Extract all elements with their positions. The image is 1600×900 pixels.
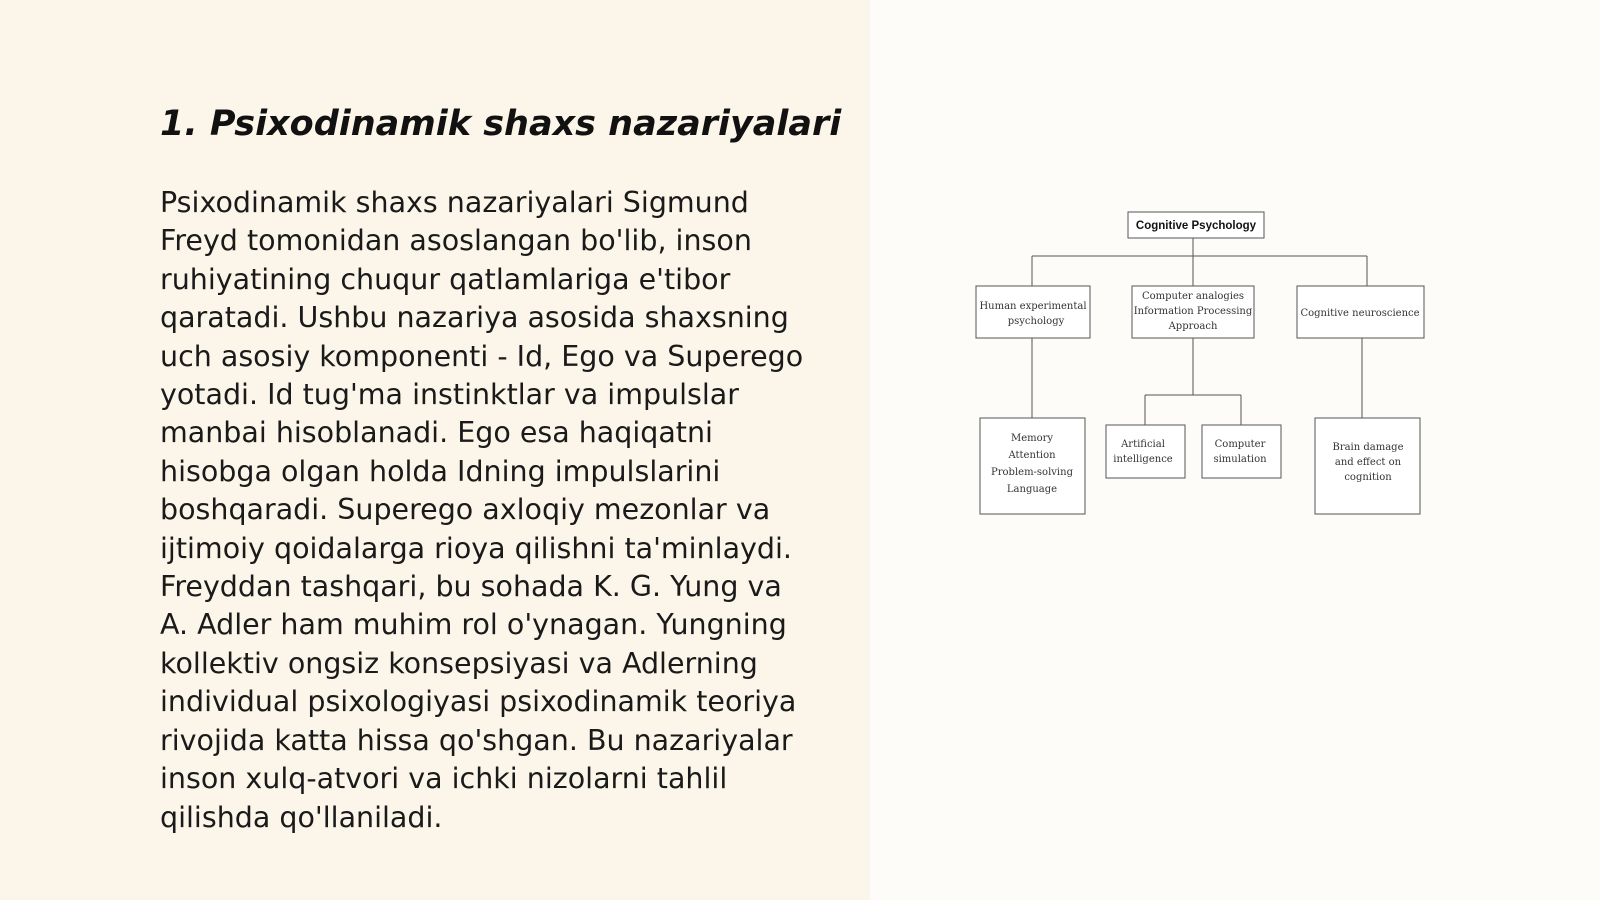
node-label: simulation [1213, 454, 1267, 465]
body-line: Psixodinamik shaxs nazariyalari Sigmund [160, 186, 749, 219]
diagram-node-cognitive-neuroscience [1297, 286, 1424, 338]
body-line: manbai hisoblanadi. Ego esa haqiqatni [160, 416, 713, 450]
node-label: Language [1006, 484, 1058, 495]
diagram-node-computer-simulation [1202, 425, 1281, 478]
body-text [160, 184, 840, 837]
diagram-node-artificial-intelligence [1106, 425, 1185, 478]
diagram-node-computer-analogies [1132, 286, 1254, 338]
node-label: Computer [1214, 439, 1266, 450]
body-line: Freyddan tashqari, bu sohada K. G. Yung va [160, 570, 782, 604]
diagram-svg [960, 200, 1440, 530]
cognitive-psychology-diagram [960, 200, 1440, 530]
body-line: kollektiv ongsiz konsepsiyasi va Adlerning [160, 646, 758, 680]
diagram-node-root [1128, 212, 1264, 238]
body-line: hisobga olgan holda Idning impulslarini [160, 454, 721, 488]
diagram-node-human-experimental [976, 286, 1090, 338]
node-label: Artificial [1121, 439, 1165, 450]
body-line: boshqaradi. Superego axloqiy mezonlar va [160, 493, 771, 527]
body-line: A. Adler ham muhim rol o'ynagan. Yungning [160, 608, 787, 642]
node-label: Human experimental [979, 301, 1087, 312]
slide-title: 1. Psixodinamik shaxs nazariyalari [160, 104, 842, 144]
diagram-node-memory-topics [980, 418, 1085, 514]
node-label: Attention [1008, 450, 1056, 461]
node-label: Approach [1168, 321, 1218, 332]
body-line: qilishda qo'llaniladi. [160, 800, 443, 834]
node-label: Information Processing [1133, 306, 1253, 317]
node-label: cognition [1344, 472, 1392, 483]
body-line: yotadi. Id tug'ma instinktlar va impulslar [160, 378, 739, 412]
body-line: ruhiyatining chuqur qatlamlariga e'tibor [160, 262, 731, 296]
node-label: Cognitive neuroscience [1300, 308, 1420, 319]
node-label: intelligence [1113, 454, 1173, 465]
body-line: qaratadi. Ushbu nazariya asosida shaxsning [160, 301, 789, 335]
node-label: Problem-solving [991, 467, 1073, 478]
body-line: individual psixologiyasi psixodinamik teoriya [160, 685, 797, 719]
diagram-node-brain-damage [1315, 418, 1420, 514]
body-line: ijtimoiy qoidalarga rioya qilishni ta'minlaydi. [160, 531, 792, 565]
body-line: inson xulq-atvori va ichki nizolarni tahlil [160, 762, 728, 796]
root-label: Cognitive Psychology [1135, 220, 1257, 232]
node-label: Memory [1010, 433, 1054, 444]
body-line: Freyd tomonidan asoslangan bo'lib, inson [160, 224, 752, 258]
body-line: rivojida katta hissa qo'shgan. Bu nazariyalar [160, 723, 793, 757]
node-label: psychology [1007, 316, 1065, 327]
node-label: Computer analogies [1141, 291, 1245, 302]
body-line: uch asosiy komponenti - Id, Ego va Superego [160, 339, 804, 373]
node-label: and effect on [1334, 457, 1402, 468]
node-label: Brain damage [1332, 442, 1404, 453]
